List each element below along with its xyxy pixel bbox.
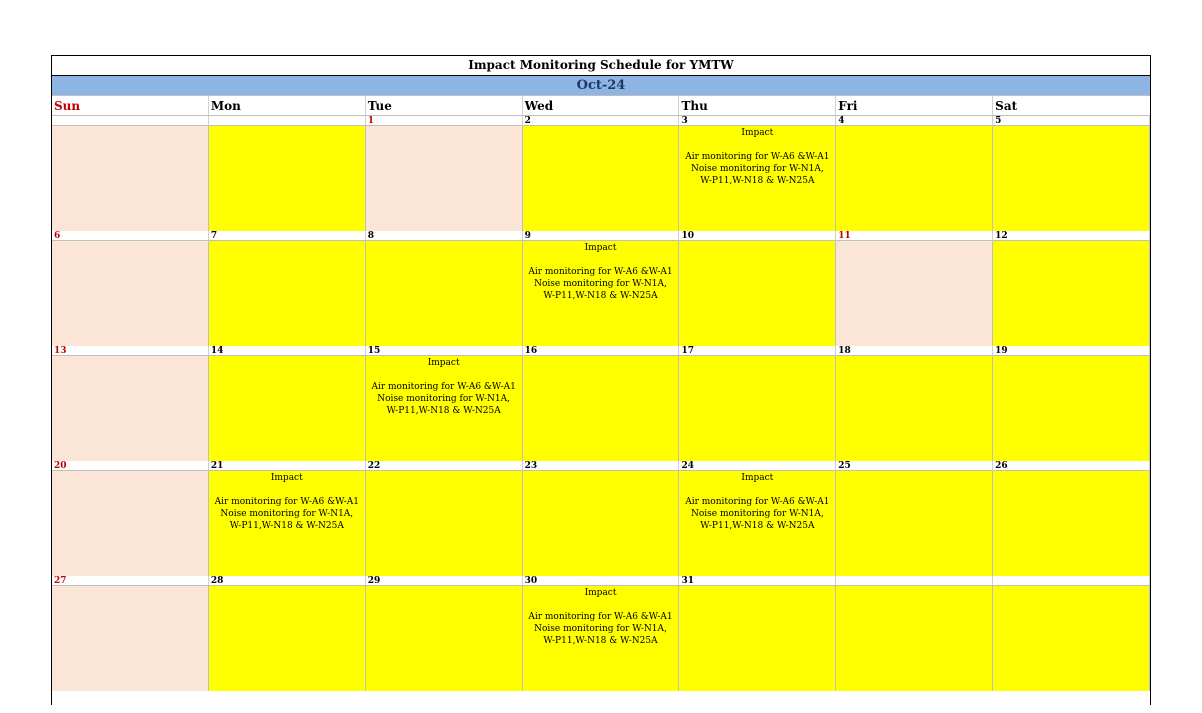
note-air: Air monitoring for W-A6 &W-A1 (528, 612, 673, 622)
day-cell (523, 471, 680, 576)
date-cell: 28 (209, 576, 366, 586)
date-cell: 27 (52, 576, 209, 586)
weekday-thu: Thu (679, 96, 836, 116)
note-stations: W-P11,W-N18 & W-N25A (386, 406, 501, 416)
note-air: Air monitoring for W-A6 &W-A1 (685, 497, 830, 507)
day-cell (209, 356, 366, 461)
day-cell-with-note (523, 586, 680, 691)
weekday-header-row (52, 96, 1150, 116)
date-cell: 19 (993, 346, 1150, 356)
note-noise: Noise monitoring for W-N1A, (534, 624, 667, 634)
note-noise: Noise monitoring for W-N1A, (690, 509, 824, 519)
note-air: Air monitoring for W-A6 &W-A1 (685, 152, 830, 162)
date-cell (993, 576, 1150, 586)
weekday-sat: Sat (993, 96, 1150, 116)
date-cell: 30 (523, 576, 680, 586)
week-5-dates (52, 576, 1150, 586)
day-cell (993, 586, 1150, 691)
day-cell (52, 241, 209, 346)
note-air: Air monitoring for W-A6 &W-A1 (214, 497, 359, 507)
date-cell: 8 (366, 231, 523, 241)
date-cell: 2 (523, 116, 680, 126)
date-cell: 29 (366, 576, 523, 586)
date-cell: 9 (523, 231, 680, 241)
date-cell: 14 (209, 346, 366, 356)
weekday-tue: Tue (366, 96, 523, 116)
note-noise: Noise monitoring for W-N1A, (220, 509, 354, 519)
day-cell (836, 471, 993, 576)
day-cell (679, 241, 836, 346)
date-cell: 22 (366, 461, 523, 471)
date-cell: 10 (679, 231, 836, 241)
note-noise: Noise monitoring for W-N1A, (377, 394, 511, 404)
date-cell: 5 (993, 116, 1150, 126)
date-cell: 25 (836, 461, 993, 471)
schedule-title: Impact Monitoring Schedule for YMTW (52, 56, 1150, 76)
calendar-sheet (51, 55, 1151, 705)
week-1-body (52, 126, 1150, 231)
note-air: Air monitoring for W-A6 &W-A1 (371, 382, 516, 392)
day-cell (52, 126, 209, 231)
date-cell: 11 (836, 231, 993, 241)
note-stations: W-P11,W-N18 & W-N25A (700, 176, 815, 186)
week-3-dates (52, 346, 1150, 356)
week-2-dates (52, 231, 1150, 241)
day-cell (366, 241, 523, 346)
week-1-dates (52, 116, 1150, 126)
date-cell: 15 (366, 346, 523, 356)
day-cell (679, 586, 836, 691)
date-cell: 23 (523, 461, 680, 471)
day-cell (366, 126, 523, 231)
note-title: Impact (270, 473, 303, 483)
day-cell (52, 356, 209, 461)
note-title: Impact (584, 243, 617, 253)
note-noise: Noise monitoring for W-N1A, (534, 279, 667, 289)
note-stations: W-P11,W-N18 & W-N25A (543, 636, 658, 646)
week-4-dates (52, 461, 1150, 471)
day-cell (209, 586, 366, 691)
note-air: Air monitoring for W-A6 &W-A1 (528, 267, 673, 277)
day-cell-with-note (209, 471, 366, 576)
date-cell: 16 (523, 346, 680, 356)
day-cell (993, 241, 1150, 346)
date-cell: 6 (52, 231, 209, 241)
date-cell: 3 (679, 116, 836, 126)
date-cell: 26 (993, 461, 1150, 471)
weekday-wed: Wed (523, 96, 680, 116)
day-cell-with-note (366, 356, 523, 461)
week-3-body (52, 356, 1150, 461)
day-cell (836, 126, 993, 231)
note-title: Impact (741, 473, 774, 483)
date-cell: 20 (52, 461, 209, 471)
month-header: Oct-24 (52, 76, 1150, 96)
day-cell-with-note (679, 126, 836, 231)
date-cell: 1 (366, 116, 523, 126)
date-cell: 31 (679, 576, 836, 586)
date-cell (52, 116, 209, 126)
day-cell-with-note (523, 241, 680, 346)
week-4-body (52, 471, 1150, 576)
note-stations: W-P11,W-N18 & W-N25A (700, 521, 815, 531)
date-cell: 17 (679, 346, 836, 356)
day-cell (523, 356, 680, 461)
note-stations: W-P11,W-N18 & W-N25A (229, 521, 344, 531)
day-cell (52, 586, 209, 691)
date-cell: 21 (209, 461, 366, 471)
date-cell: 7 (209, 231, 366, 241)
week-5-body (52, 586, 1150, 691)
day-cell (836, 356, 993, 461)
weekday-mon: Mon (209, 96, 366, 116)
note-title: Impact (741, 128, 774, 138)
day-cell (679, 356, 836, 461)
weekday-sun: Sun (52, 96, 209, 116)
day-cell (523, 126, 680, 231)
date-cell (836, 576, 993, 586)
day-cell (993, 126, 1150, 231)
note-noise: Noise monitoring for W-N1A, (690, 164, 824, 174)
week-2-body (52, 241, 1150, 346)
note-title: Impact (427, 358, 460, 368)
date-cell: 13 (52, 346, 209, 356)
note-stations: W-P11,W-N18 & W-N25A (543, 291, 658, 301)
day-cell (52, 471, 209, 576)
day-cell (836, 241, 993, 346)
date-cell: 24 (679, 461, 836, 471)
day-cell (209, 126, 366, 231)
day-cell (993, 356, 1150, 461)
day-cell (993, 471, 1150, 576)
date-cell: 18 (836, 346, 993, 356)
date-cell (209, 116, 366, 126)
weekday-fri: Fri (836, 96, 993, 116)
note-title: Impact (584, 588, 617, 598)
day-cell (209, 241, 366, 346)
date-cell: 4 (836, 116, 993, 126)
day-cell (836, 586, 993, 691)
day-cell (366, 471, 523, 576)
date-cell: 12 (993, 231, 1150, 241)
day-cell (366, 586, 523, 691)
day-cell-with-note (679, 471, 836, 576)
